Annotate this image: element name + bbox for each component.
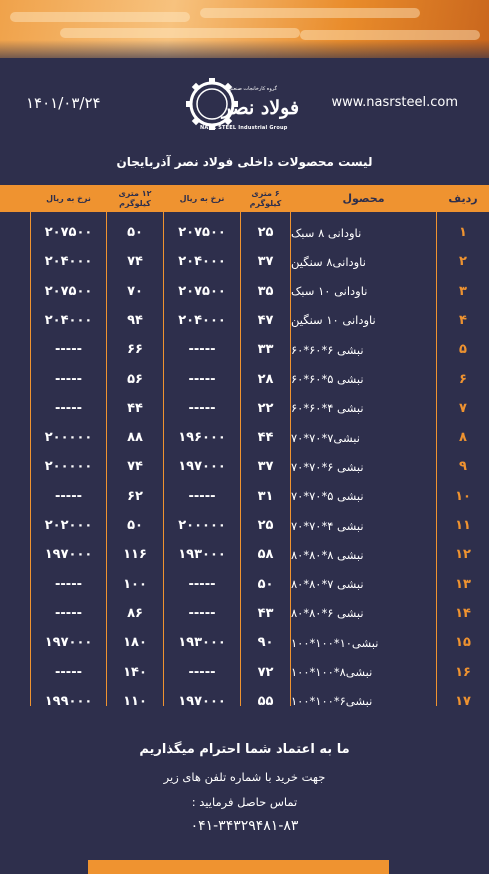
footer-text-2: تماس حاصل فرمایید : xyxy=(191,795,298,809)
table-cell-weight12: ۷۰ xyxy=(127,283,143,299)
table-cell-index: ۷ xyxy=(459,400,467,416)
table-cell-weight6: ۳۷ xyxy=(257,254,274,270)
table-cell-product: نبشی ۶*۶۰*۶۰ xyxy=(291,342,364,357)
table-cell-weight6: ۷۲ xyxy=(257,664,274,680)
table-cell-weight6: ۲۸ xyxy=(257,371,274,387)
table-cell-weight6: ۳۳ xyxy=(257,342,274,358)
table-cell-weight12: ۶۶ xyxy=(127,342,143,358)
table-cell-weight6: ۲۲ xyxy=(257,400,274,416)
footer-slogan: ما به اعتماد شما احترام میگذاریم xyxy=(139,742,350,757)
table-cell-weight6: ۲۵ xyxy=(257,518,274,533)
table-cell-price12: ۱۹۷۰۰۰ xyxy=(44,635,93,651)
table-cell-index: ۱۶ xyxy=(455,664,471,680)
page-title: لیست محصولات داخلی فولاد نصر آذربایجان xyxy=(116,155,373,169)
table-cell-index: ۱۳ xyxy=(455,576,471,592)
table-cell-product: نبشی ۴*۷۰*۷۰ xyxy=(291,518,364,533)
table-cell-price12: ----- xyxy=(55,488,82,504)
table-cell-weight12: ۱۴۰ xyxy=(123,664,147,680)
table-cell-price6: ----- xyxy=(188,400,216,416)
table-cell-index: ۹ xyxy=(459,459,467,475)
col-header-weight12: ۱۲ متری کیلوگرم xyxy=(107,185,163,212)
table-cell-product: نبشی۱۰*۱۰۰*۱۰۰ xyxy=(291,635,379,650)
table-cell-weight12: ۸۸ xyxy=(127,430,143,446)
table-cell-price12: ----- xyxy=(55,400,82,416)
table-cell-price12: ۲۰۲۰۰۰ xyxy=(44,518,93,533)
table-cell-price6: ۲۰۷۵۰۰ xyxy=(178,283,226,299)
logo-top-line: گروه کارخانجات صنعتی xyxy=(228,86,277,92)
table-cell-price6: ۱۹۳۰۰۰ xyxy=(178,547,226,563)
logo-sub: NASR STEEL Industrial Group xyxy=(200,125,288,131)
table-cell-index: ۳ xyxy=(459,283,467,299)
table-cell-price12: ۲۰۷۵۰۰ xyxy=(44,225,93,240)
table-cell-price12: ----- xyxy=(55,605,82,621)
table-cell-product: نبشی ۸*۸۰*۸۰ xyxy=(291,547,364,562)
table-cell-index: ۲ xyxy=(459,254,467,270)
table-cell-product: ناودانی ۱۰ سبک xyxy=(291,284,368,299)
table-cell-price6: ۲۰۷۵۰۰ xyxy=(178,225,226,240)
table-cell-weight6: ۴۳ xyxy=(257,605,274,621)
table-cell-weight12: ۱۱۶ xyxy=(123,547,147,563)
table-cell-product: ناودانی ۱۰ سنگین xyxy=(291,313,376,328)
table-cell-product: نبشی ۷*۸۰*۸۰ xyxy=(291,577,364,592)
col-header-index: ردیف xyxy=(437,185,489,212)
table-cell-weight6: ۳۷ xyxy=(257,459,274,475)
table-cell-weight12: ۷۴ xyxy=(127,254,143,270)
bottom-accent-bar xyxy=(88,860,389,874)
table-cell-index: ۱۰ xyxy=(455,488,471,504)
table-cell-price12: ----- xyxy=(55,342,82,358)
table-cell-price6: ----- xyxy=(188,576,216,592)
phone-number[interactable]: ۰۴۱-۳۴۳۲۹۴۸۱-۸۳ xyxy=(190,818,299,834)
table-cell-index: ۸ xyxy=(459,430,467,446)
table-cell-price12: ۲۰۷۵۰۰ xyxy=(44,283,93,299)
table-cell-weight12: ۵۶ xyxy=(127,371,143,387)
table-cell-price12: ۲۰۰۰۰۰ xyxy=(44,430,93,446)
table-cell-product: نبشی ۵*۶۰*۶۰ xyxy=(291,372,364,386)
table-cell-price6: ----- xyxy=(188,371,216,387)
table-cell-price12: ۱۹۹۰۰۰ xyxy=(44,693,93,709)
table-cell-price12: ۱۹۷۰۰۰ xyxy=(44,547,93,563)
table-cell-price12: ۲۰۴۰۰۰ xyxy=(44,254,93,270)
table-cell-price6: ۱۹۷۰۰۰ xyxy=(178,459,226,475)
table-cell-price6: ----- xyxy=(188,605,216,621)
table-cell-weight6: ۴۴ xyxy=(257,430,274,446)
table-cell-product: نبشی۷*۷۰*۷۰ xyxy=(291,430,360,445)
table-cell-product: نبشی ۶*۸۰*۸۰ xyxy=(291,606,364,621)
col-header-price6: نرخ به ریال xyxy=(164,185,240,212)
table-cell-weight6: ۳۵ xyxy=(257,283,274,299)
table-cell-weight6: ۵۸ xyxy=(257,547,274,563)
table-cell-product: ناودانی ۸ سبک xyxy=(291,225,362,240)
table-cell-price6: ۲۰۰۰۰۰ xyxy=(178,518,226,533)
table-cell-price12: ۲۰۰۰۰۰ xyxy=(44,459,93,475)
date-label: ۱۴۰۱/۰۳/۲۴ xyxy=(26,94,101,112)
table-cell-weight12: ۶۲ xyxy=(127,488,143,504)
table-cell-product: نبشی۸*۱۰۰*۱۰۰ xyxy=(291,665,373,679)
table-cell-index: ۵ xyxy=(459,342,467,358)
table-cell-index: ۱۵ xyxy=(455,635,471,651)
table-cell-price6: ۲۰۴۰۰۰ xyxy=(178,312,226,328)
table-cell-price6: ۱۹۳۰۰۰ xyxy=(178,635,226,651)
table-cell-price6: ----- xyxy=(188,664,216,680)
table-cell-weight12: ۴۴ xyxy=(127,400,143,416)
table-cell-product: نبشی ۵*۷۰*۷۰ xyxy=(291,489,364,504)
table-cell-index: ۱۲ xyxy=(455,547,471,563)
table-cell-index: ۱۴ xyxy=(455,605,471,621)
table-cell-price12: ----- xyxy=(55,664,82,680)
table-cell-product: ناودانی۸ سنگین xyxy=(291,254,366,269)
table-cell-weight6: ۹۰ xyxy=(257,635,274,651)
table-cell-price6: ----- xyxy=(188,342,216,358)
table-cell-weight6: ۵۵ xyxy=(257,693,274,709)
table-cell-price6: ----- xyxy=(188,488,216,504)
table-cell-weight6: ۵۰ xyxy=(257,576,274,592)
table-cell-index: ۱ xyxy=(459,225,467,240)
website-link[interactable]: www.nasrsteel.com xyxy=(331,95,458,110)
table-cell-price6: ۲۰۴۰۰۰ xyxy=(178,254,226,270)
col-header-product: محصول xyxy=(291,185,436,212)
table-cell-weight6: ۴۷ xyxy=(257,312,274,328)
table-cell-weight12: ۱۱۰ xyxy=(123,693,147,709)
table-cell-index: ۶ xyxy=(459,371,467,387)
table-cell-weight12: ۱۸۰ xyxy=(123,635,147,651)
table-cell-weight6: ۲۵ xyxy=(257,225,274,240)
table-cell-price12: ----- xyxy=(55,576,82,592)
table-cell-weight12: ۵۰ xyxy=(127,225,143,240)
table-cell-index: ۱۱ xyxy=(455,518,471,533)
table-cell-product: نبشی۶*۱۰۰*۱۰۰ xyxy=(291,694,373,709)
footer-text-1: جهت خرید با شماره تلفن های زیر xyxy=(163,770,326,784)
table-cell-price12: ۲۰۴۰۰۰ xyxy=(44,312,93,328)
banner-fade xyxy=(0,40,489,68)
col-header-weight6: ۶ متری کیلوگرم xyxy=(241,185,290,212)
table-cell-index: ۴ xyxy=(459,312,467,328)
table-cell-price6: ۱۹۷۰۰۰ xyxy=(178,693,226,709)
table-cell-index: ۱۷ xyxy=(455,693,471,709)
table-cell-product: نبشی ۴*۶۰*۶۰ xyxy=(291,401,364,416)
table-cell-weight6: ۳۱ xyxy=(257,488,274,504)
table-cell-price6: ۱۹۶۰۰۰ xyxy=(178,430,226,446)
table-cell-weight12: ۱۰۰ xyxy=(123,576,147,592)
table-cell-price12: ----- xyxy=(55,371,82,387)
logo-name: فولاد نصر xyxy=(222,97,300,119)
table-cell-weight12: ۵۰ xyxy=(127,518,143,533)
table-cell-weight12: ۸۶ xyxy=(127,605,143,621)
col-header-price12: نرخ به ریال xyxy=(31,185,106,212)
table-cell-weight12: ۹۴ xyxy=(127,312,143,328)
table-cell-weight12: ۷۴ xyxy=(127,459,143,475)
table-cell-product: نبشی ۶*۷۰*۷۰ xyxy=(291,459,364,474)
